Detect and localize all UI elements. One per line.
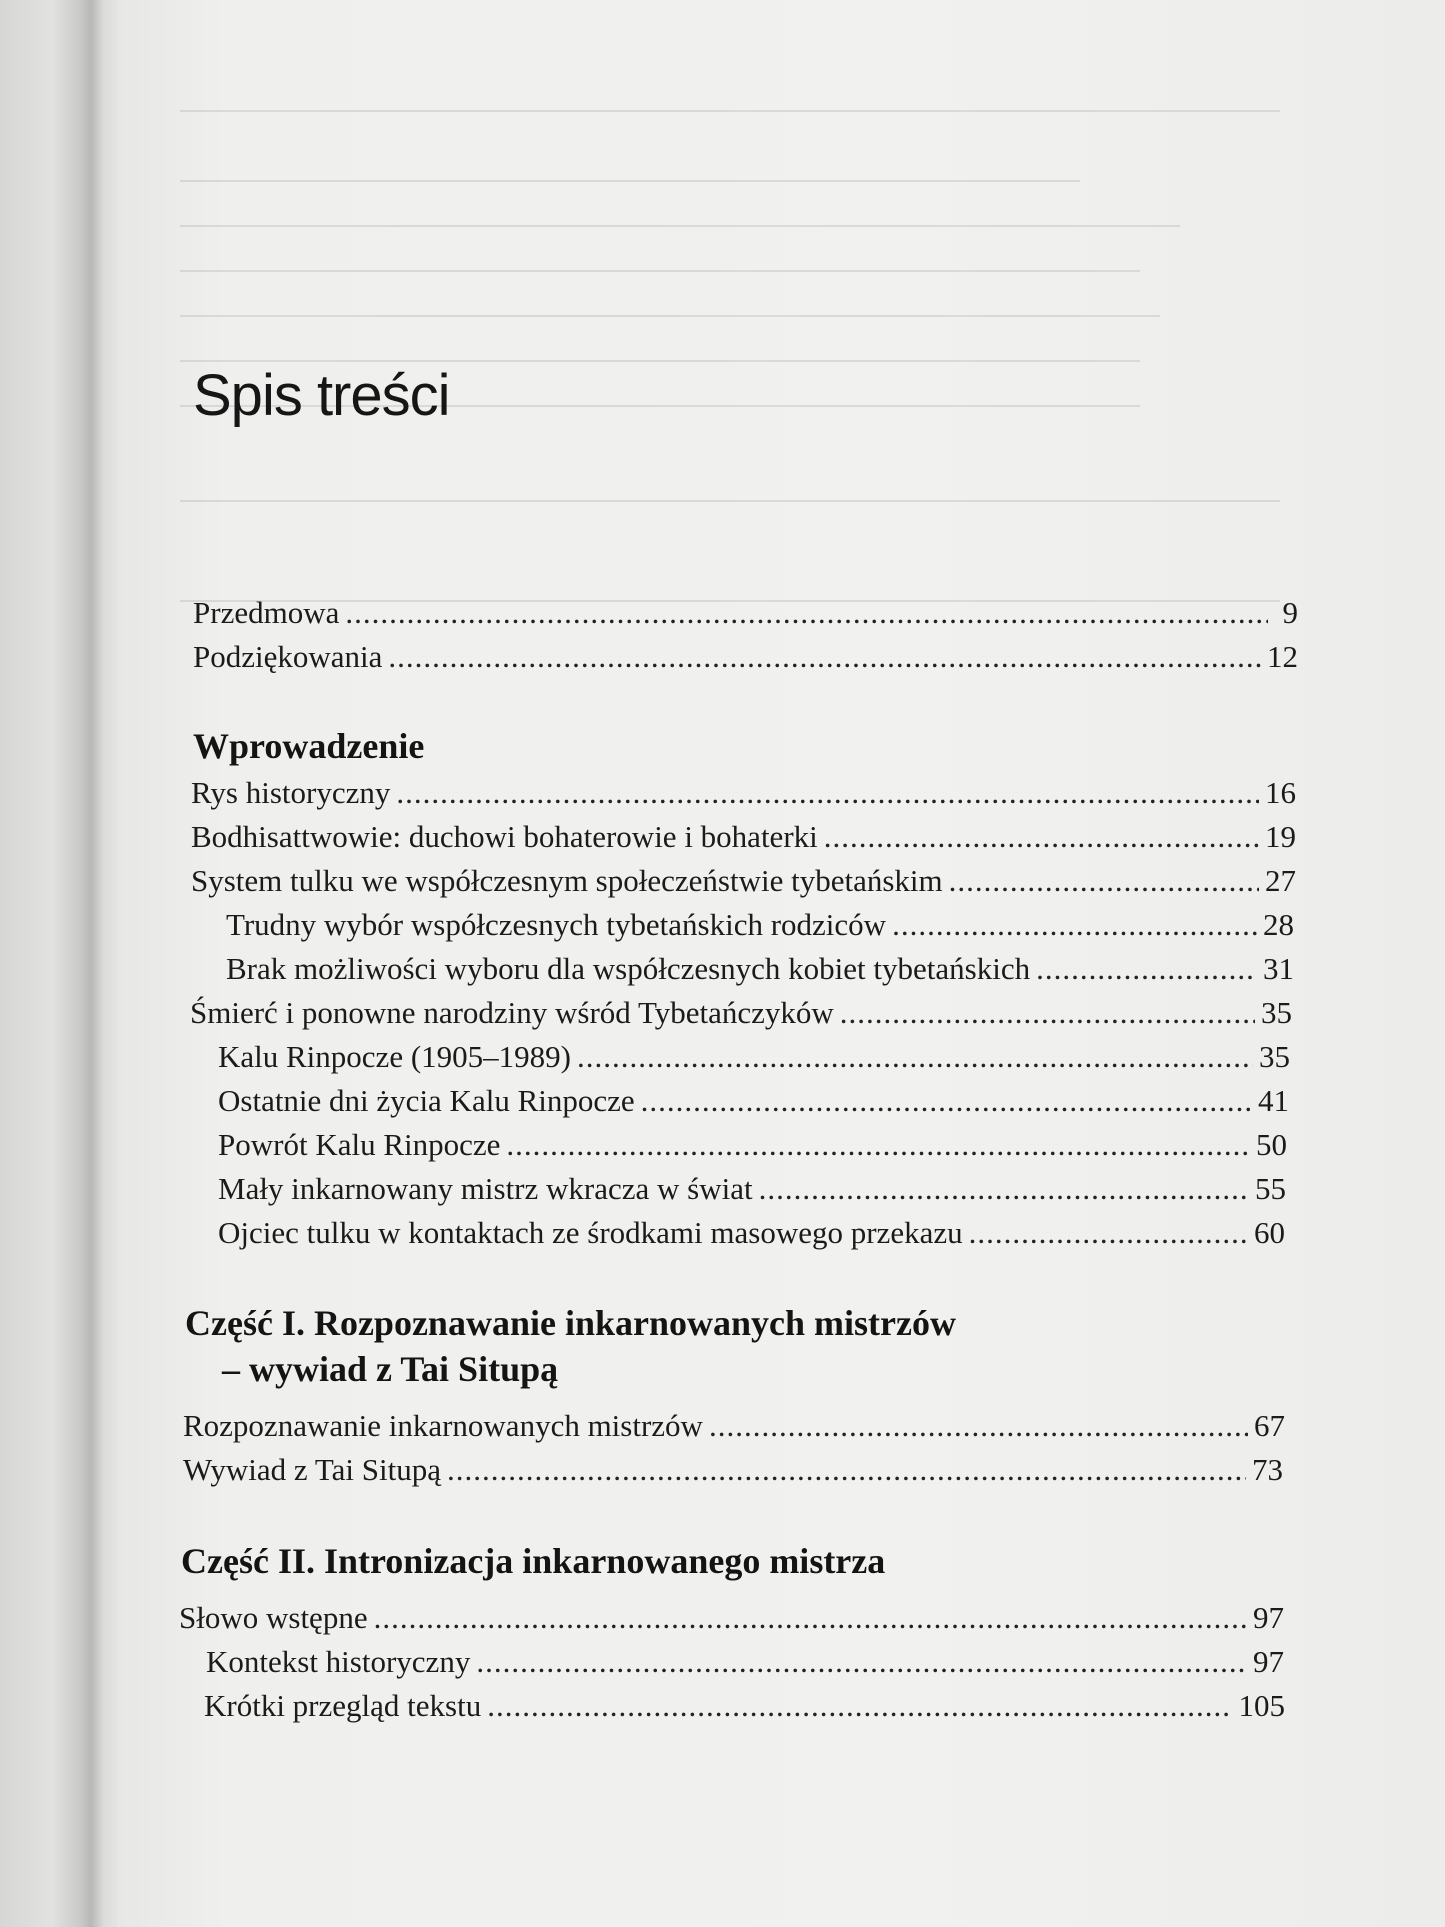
toc-entry [226, 951, 1294, 987]
toc-entry-label: Ojciec tulku w kontaktach ze środkami masowego przekazu [218, 1215, 963, 1250]
toc-leader-dots [447, 1452, 1246, 1488]
toc-leader-dots [345, 595, 1268, 631]
toc-entry-page: 67 [1254, 1408, 1285, 1443]
toc-entry-page: 105 [1238, 1688, 1285, 1723]
toc-entry-label: Rys historyczny [191, 775, 391, 810]
toc-entry-page: 19 [1265, 819, 1296, 854]
toc-entry-page: 9 [1282, 595, 1298, 630]
toc-entry-page: 28 [1263, 907, 1294, 942]
toc-entry-label: Kontekst historyczny [206, 1644, 471, 1679]
toc-entry-label: Powrót Kalu Rinpocze [218, 1127, 501, 1162]
section-heading: Część II. Intronizacja inkarnowanego mistrza [181, 1541, 886, 1581]
toc-entry-label: Mały inkarnowany mistrz wkracza w świat [218, 1171, 753, 1206]
toc-entry-page: 73 [1252, 1452, 1283, 1487]
toc-entry [206, 1644, 1284, 1680]
toc-leader-dots [641, 1083, 1252, 1119]
toc-leader-dots [374, 1600, 1247, 1636]
toc-entry [218, 1171, 1286, 1207]
toc-entry-page: 55 [1255, 1171, 1286, 1206]
section-heading: Część I. Rozpoznawanie inkarnowanych mistrzów [185, 1303, 956, 1343]
toc-entry [218, 1215, 1285, 1251]
toc-entry-page: 35 [1261, 995, 1292, 1030]
toc-entry-label: Przedmowa [193, 595, 340, 630]
section-heading-continuation: – wywiad z Tai Situpą [222, 1349, 559, 1389]
toc-entry [204, 1688, 1285, 1724]
toc-entry [183, 1452, 1283, 1488]
toc-entry-label: Brak możliwości wyboru dla współczesnych kobiet tybetańskich [226, 951, 1031, 986]
toc-entry-page: 60 [1254, 1215, 1285, 1250]
toc-entry-page: 12 [1267, 639, 1298, 674]
toc-entry [191, 863, 1296, 899]
toc-leader-dots [577, 1039, 1253, 1075]
toc-leader-dots [487, 1688, 1232, 1724]
toc-entry [218, 1127, 1287, 1163]
toc-entry [191, 775, 1296, 811]
toc-leader-dots [388, 639, 1261, 675]
toc-leader-dots [1036, 951, 1257, 987]
toc-leader-dots [892, 907, 1257, 943]
toc-entry-label: Podziękowania [193, 639, 383, 674]
toc-leader-dots [396, 775, 1259, 811]
toc-entry [183, 1408, 1285, 1444]
toc-entry-label: Krótki przegląd tekstu [204, 1688, 482, 1723]
section-heading: Wprowadzenie [193, 726, 425, 766]
toc-leader-dots [506, 1127, 1250, 1163]
toc-entry [179, 1600, 1284, 1636]
toc-entry [190, 995, 1292, 1031]
page-title: Spis treści [193, 363, 450, 428]
toc-entry [218, 1039, 1290, 1075]
toc-entry-label: Słowo wstępne [179, 1600, 368, 1635]
toc-entry-page: 97 [1253, 1644, 1284, 1679]
toc-leader-dots [824, 819, 1259, 855]
toc-entry [193, 639, 1298, 675]
toc-entry-label: Kalu Rinpocze (1905–1989) [218, 1039, 571, 1074]
toc-entry-label: Śmierć i ponowne narodziny wśród Tybetańczyków [190, 995, 834, 1030]
toc-entry [226, 907, 1294, 943]
toc-entry [218, 1083, 1289, 1119]
toc-entry-label: Bodhisattwowie: duchowi bohaterowie i bohaterki [191, 819, 818, 854]
toc-entry-label: Ostatnie dni życia Kalu Rinpocze [218, 1083, 635, 1118]
toc-leader-dots [840, 995, 1255, 1031]
toc-entry-label: Rozpoznawanie inkarnowanych mistrzów [183, 1408, 703, 1443]
toc-leader-dots [969, 1215, 1248, 1251]
toc-entry-page: 50 [1256, 1127, 1287, 1162]
toc-entry-page: 31 [1263, 951, 1294, 986]
toc-leader-dots [759, 1171, 1249, 1207]
toc-entry-page: 35 [1259, 1039, 1290, 1074]
toc-entry [193, 595, 1298, 631]
toc-leader-dots [949, 863, 1259, 899]
toc-entry-label: Wywiad z Tai Situpą [183, 1452, 441, 1487]
toc-leader-dots [709, 1408, 1248, 1444]
toc-entry-page: 97 [1253, 1600, 1284, 1635]
toc-entry-label: Trudny wybór współczesnych tybetańskich rodziców [226, 907, 887, 942]
toc-entry-page: 41 [1258, 1083, 1289, 1118]
toc-entry [191, 819, 1296, 855]
toc-leader-dots [476, 1644, 1247, 1680]
toc-entry-page: 16 [1265, 775, 1296, 810]
toc-entry-label: System tulku we współczesnym społeczeństwie tybetańskim [191, 863, 943, 898]
toc-entry-page: 27 [1265, 863, 1296, 898]
